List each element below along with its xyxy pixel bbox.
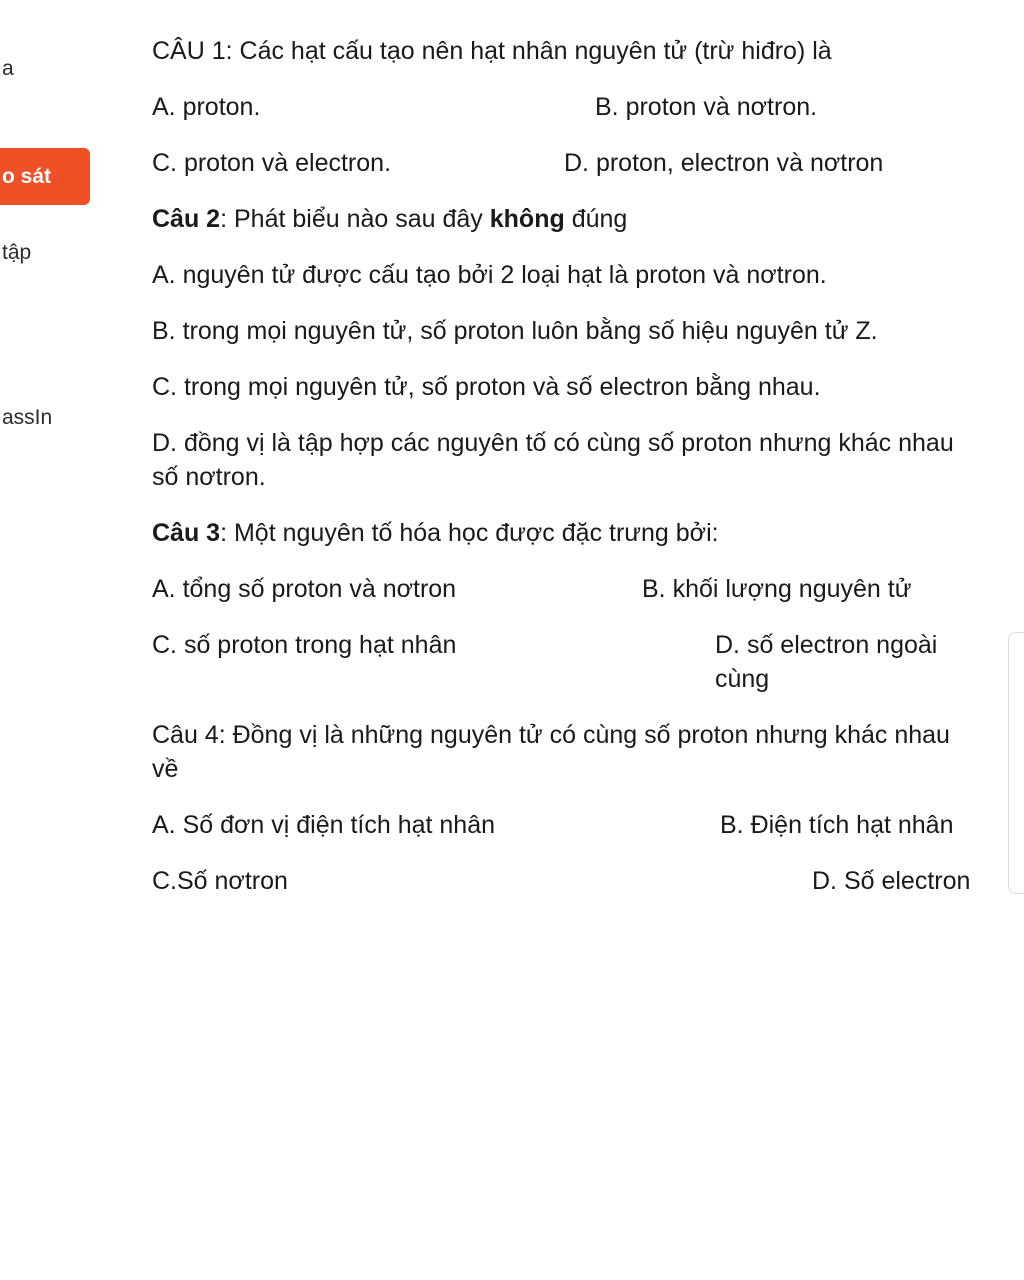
question-1-answer-d[interactable]: D. proton, electron và nơtron [564, 149, 884, 177]
sidebar [0, 0, 90, 1280]
question-1-answer-a[interactable]: A. proton. [152, 93, 261, 121]
question-2-prompt [152, 202, 982, 236]
question-3-answers-row-2 [152, 628, 992, 696]
question-4-answers-row-1 [152, 808, 992, 842]
sidebar-item-bai-tap-label: tập [2, 241, 32, 264]
question-3-answers-row-1 [152, 572, 992, 606]
sidebar-item-classin[interactable] [0, 405, 90, 431]
question-4-answers-row-2 [152, 864, 992, 898]
question-4-answer-c[interactable]: C.Số nơtron [152, 867, 288, 895]
sidebar-item-a-label: a [2, 57, 14, 80]
question-3-prompt-rest: : Một nguyên tố hóa học được đặc trưng bởi: [220, 519, 719, 547]
question-2-prompt-tail: đúng [564, 205, 628, 233]
sidebar-item-quan-sat-label: o sát [2, 165, 52, 188]
sidebar-item-a[interactable] [0, 56, 90, 82]
sidebar-item-quan-sat[interactable] [0, 148, 90, 205]
question-3-label: Câu 3 [152, 519, 221, 547]
question-3-prompt [152, 516, 982, 550]
question-2-answer-b[interactable]: B. trong mọi nguyên tử, số proton luôn bằng số hiệu nguyên tử Z. [152, 317, 878, 345]
question-1-answers-row-1 [152, 90, 992, 124]
question-2-prompt-rest: : Phát biểu nào sau đây [220, 205, 490, 233]
question-4-answer-a[interactable]: A. Số đơn vị điện tích hạt nhân [152, 811, 496, 839]
question-1-prompt: CÂU 1: Các hạt cấu tạo nên hạt nhân nguyên tử (trừ hiđro) là [152, 37, 832, 65]
question-2-answer-c[interactable]: C. trong mọi nguyên tử, số proton và số electron bằng nhau. [152, 373, 821, 401]
question-4-prompt: Câu 4: Đồng vị là những nguyên tử có cùng số proton nhưng khác nhau về [152, 721, 950, 783]
question-3-answer-c[interactable]: C. số proton trong hạt nhân [152, 631, 457, 659]
right-panel-edge[interactable] [1008, 632, 1024, 894]
question-2-answer-a[interactable]: A. nguyên tử được cấu tạo bởi 2 loại hạt là proton và nơtron. [152, 261, 827, 289]
question-3-answer-b[interactable]: B. khối lượng nguyên tử [642, 575, 912, 603]
question-1-answers-row-2 [152, 146, 992, 180]
document-content [152, 0, 992, 920]
sidebar-item-bai-tap[interactable] [0, 240, 90, 266]
question-1-answer-b[interactable]: B. proton và nơtron. [595, 93, 818, 121]
question-3-answer-a[interactable]: A. tổng số proton và nơtron [152, 575, 457, 603]
question-2-label: Câu 2 [152, 205, 221, 233]
question-4-answer-b[interactable]: B. Điện tích hạt nhân [720, 811, 954, 839]
question-1-answer-c[interactable]: C. proton và electron. [152, 149, 392, 177]
question-3-answer-d[interactable]: D. số electron ngoài cùng [715, 631, 938, 693]
question-4-answer-d[interactable]: D. Số electron [812, 867, 971, 895]
question-2-answer-d[interactable]: D. đồng vị là tập hợp các nguyên tố có cùng số proton nhưng khác nhau số nơtron. [152, 429, 954, 491]
sidebar-item-classin-label: assIn [2, 406, 53, 429]
question-2-prompt-emphasis: không [489, 205, 565, 233]
